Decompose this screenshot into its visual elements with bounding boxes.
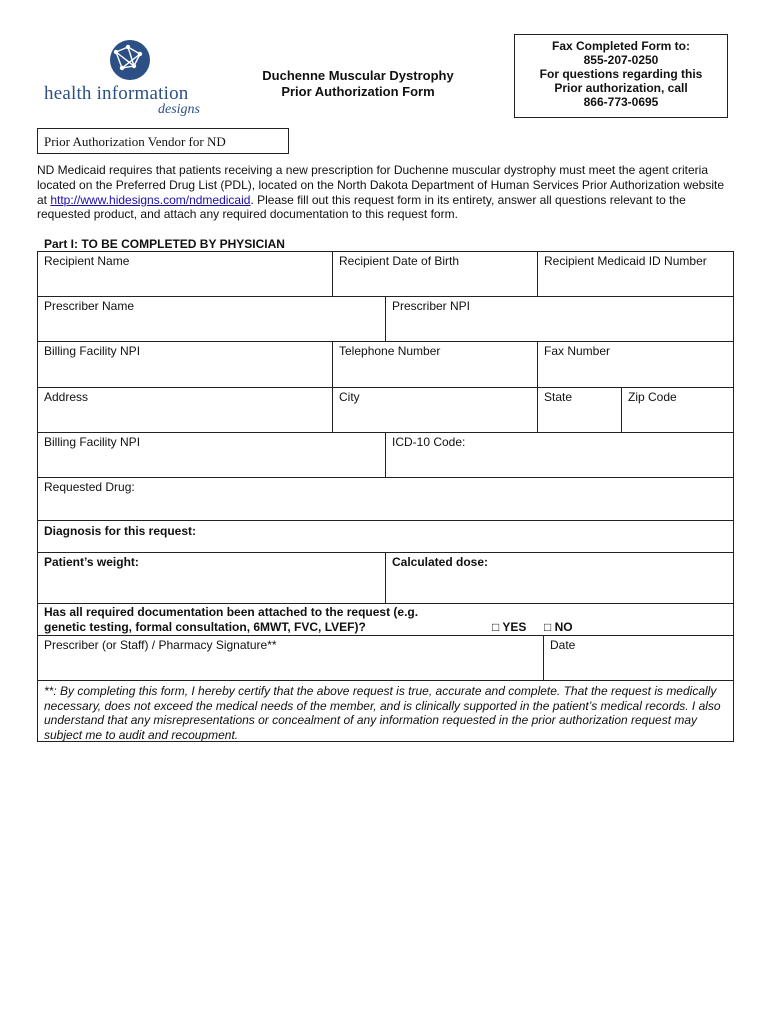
globe-icon [108,38,152,82]
fax-line-1: Fax Completed Form to: [551,39,690,53]
fax-info-box [514,34,728,118]
billing-facility-npi-field-2[interactable] [37,432,386,478]
pdl-website-link[interactable]: http://www.hidesigns.com/ndmedicaid [50,192,251,207]
address-field[interactable] [37,387,333,433]
recipient-name-label: Recipient Name [44,254,130,268]
certification-statement: **: By completing this form, I hereby certify that the above request is true, accurate and complete. That the request is medically necessary, does not exceed the medical needs of the member, and is clinically supported in the patient’s medical records. I also understand that any misrepresentations or concealment of any information requested in the prior authorization request may subject me to audit and recoupment. [37,680,734,742]
patient-weight-field[interactable] [37,552,386,604]
recipient-dob-field[interactable] [332,251,538,297]
documentation-question-row [37,603,734,636]
fax-number-label: Fax Number [544,344,611,358]
recipient-medicaid-id-label: Recipient Medicaid ID Number [544,254,707,268]
recipient-name-field[interactable] [37,251,333,297]
zip-code-field[interactable] [621,387,734,433]
questions-phone: 866-773-0695 [583,95,659,109]
prescriber-name-label: Prescriber Name [44,299,135,313]
city-field[interactable] [332,387,538,433]
date-label: Date [550,638,576,652]
no-checkbox[interactable]: □ NO [544,620,573,634]
patient-weight-label: Patient’s weight: [44,555,139,569]
intro-paragraph [37,163,737,222]
date-field[interactable] [543,635,734,681]
recipient-dob-label: Recipient Date of Birth [339,254,460,268]
fax-line-4: Prior authorization, call [554,81,688,95]
part-1-title: Part I: TO BE COMPLETED BY PHYSICIAN [44,237,285,251]
fax-number-field[interactable] [537,341,734,388]
telephone-field[interactable] [332,341,538,388]
fax-line-3: For questions regarding this [539,67,703,81]
logo-subtext: designs [158,102,200,117]
diagnosis-label: Diagnosis for this request: [44,524,197,538]
intro-text-1: ND Medicaid requires that patients receiving a new prescription for Duchenne muscular dystrophy must meet the agent criteria located on the Preferred Drug List (PDL), located on the North Dakota Department of Human Services Prior Authorization website at [37,163,725,207]
vendor-box: Prior Authorization Vendor for ND [37,128,289,154]
documentation-question-line-1: Has all required documentation been attached to the request (e.g. [44,605,419,619]
state-field[interactable] [537,387,622,433]
form-title-line-1: Duchenne Muscular Dystrophy [262,68,454,83]
prescriber-npi-field[interactable] [385,296,734,342]
form-title-line-2: Prior Authorization Form [281,84,435,99]
fax-number: 855-207-0250 [583,53,659,67]
requested-drug-field[interactable] [37,477,734,521]
intro-text-2: . Please fill out this request form in its entirety, answer all questions relevant to the requested product, and attach any required documentation to this request form. [37,192,686,222]
calculated-dose-label: Calculated dose: [392,555,489,569]
telephone-label: Telephone Number [339,344,441,358]
billing-facility-npi-label-2: Billing Facility NPI [44,435,141,449]
signature-label: Prescriber (or Staff) / Pharmacy Signature** [44,638,277,652]
logo-text: health information [44,83,189,104]
state-label: State [544,390,573,404]
diagnosis-field[interactable] [37,520,734,553]
city-label: City [339,390,360,404]
prescriber-npi-label: Prescriber NPI [392,299,471,313]
icd10-code-field[interactable] [385,432,734,478]
prescriber-name-field[interactable] [37,296,386,342]
address-label: Address [44,390,89,404]
form-title [248,68,468,100]
billing-facility-npi-label: Billing Facility NPI [44,344,141,358]
requested-drug-label: Requested Drug: [44,480,135,494]
icd10-code-label: ICD-10 Code: [392,435,466,449]
documentation-question-line-2: genetic testing, formal consultation, 6MWT, FVC, LVEF)? [44,620,366,634]
recipient-medicaid-id-field[interactable] [537,251,734,297]
billing-facility-npi-field[interactable] [37,341,333,388]
calculated-dose-field[interactable] [385,552,734,604]
signature-field[interactable] [37,635,544,681]
zip-code-label: Zip Code [628,390,677,404]
yes-checkbox[interactable]: □ YES [492,620,527,634]
